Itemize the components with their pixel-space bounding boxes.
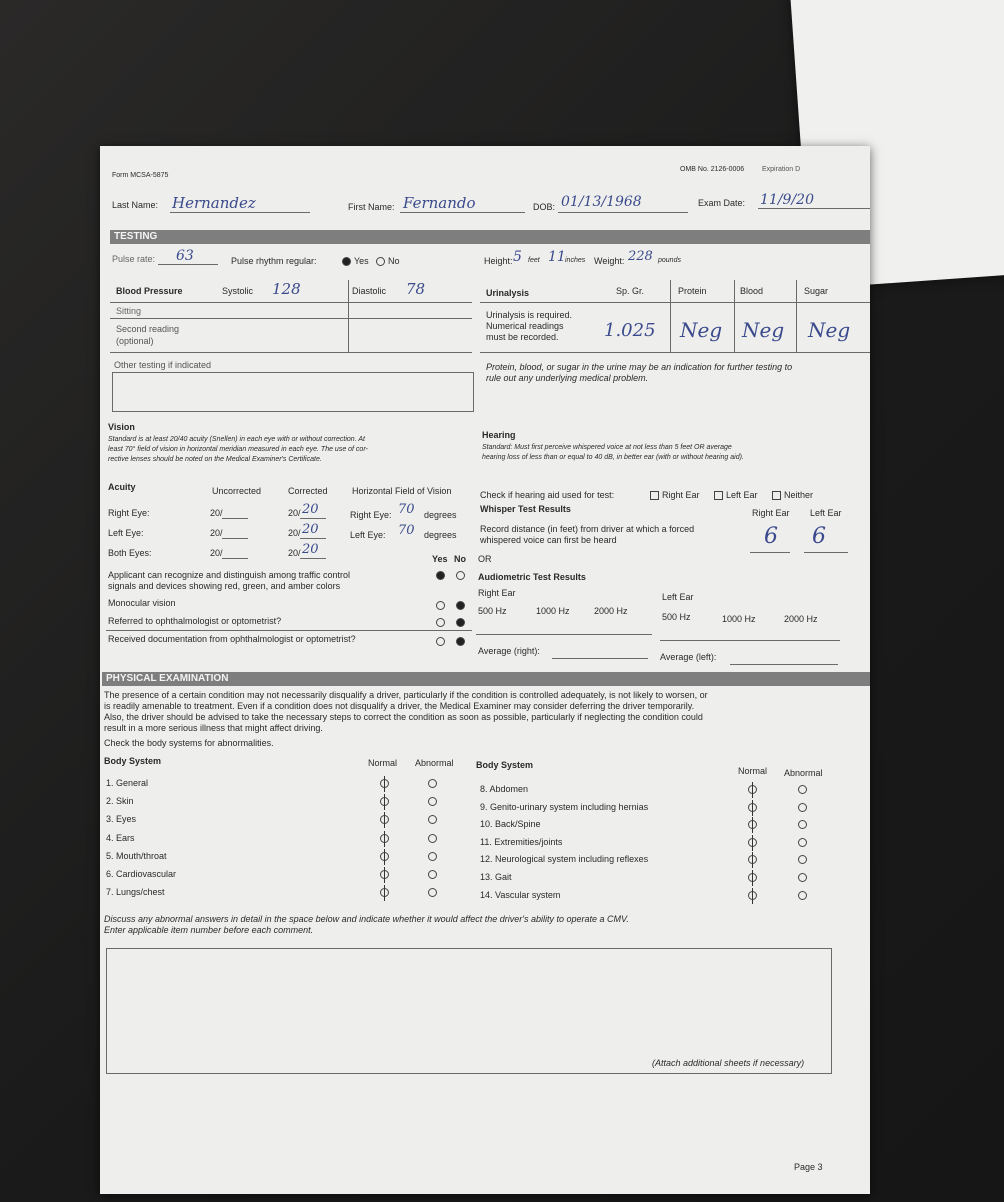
monocular-no-radio[interactable] — [456, 601, 465, 610]
medical-form-page — [100, 146, 870, 1194]
left-1000hz-label: 1000 Hz — [722, 614, 756, 624]
received-no-radio[interactable] — [456, 637, 465, 646]
left-normal-radio[interactable] — [380, 888, 389, 897]
other-testing-box[interactable] — [112, 372, 474, 412]
traffic-no-radio[interactable] — [456, 571, 465, 580]
dob-label: DOB: — [533, 202, 556, 212]
pulse-rate-field[interactable]: 63 — [176, 248, 194, 264]
left-fov-field[interactable]: 70 — [398, 523, 415, 538]
attach-note: (Attach additional sheets if necessary) — [652, 1058, 805, 1068]
referred-yes-radio[interactable] — [436, 618, 445, 627]
right-degrees-label: degrees — [424, 510, 457, 520]
sugar-label: Sugar — [804, 286, 829, 296]
urine-note-2: rule out any underlying medical problem. — [486, 373, 649, 383]
whisper-right-field[interactable]: 6 — [764, 524, 778, 549]
left-body-system-label: 7. Lungs/chest — [106, 887, 165, 898]
right-normal-radio[interactable] — [748, 803, 757, 812]
physical-intro-3: Also, the driver should be advised to take the necessary steps to correct the condition as soon as possible, particularly if neglecting the condition could — [104, 712, 703, 722]
hearing-aid-left-label: Left Ear — [726, 490, 758, 500]
right-eye-fov-label: Right Eye: — [350, 510, 392, 520]
right-abnormal-radio[interactable] — [798, 838, 807, 847]
both-uncorrected-prefix: 20/ — [210, 548, 223, 558]
physical-intro-1: The presence of a certain condition may not necessarily disqualify a driver, particularly if the condition is controlled adequately, is not likely to worsen, or — [104, 690, 708, 700]
normal-header-right: Normal — [738, 766, 768, 776]
pulse-no-label: No — [388, 256, 400, 266]
right-abnormal-radio[interactable] — [798, 855, 807, 864]
pounds-label: pounds — [658, 257, 681, 264]
hearing-aid-right-checkbox[interactable] — [650, 491, 659, 500]
left-body-system-label: 6. Cardiovascular — [106, 869, 177, 879]
hearing-aid-left-checkbox[interactable] — [714, 491, 723, 500]
right-body-system-label: 12. Neurological system including reflexes — [480, 854, 649, 865]
acuity-label: Acuity — [108, 482, 136, 492]
pulse-yes-label: Yes — [354, 256, 369, 266]
avg-left-label: Average (left): — [660, 652, 717, 662]
sugar-field[interactable]: Neg — [808, 318, 851, 342]
right-fov-field[interactable]: 70 — [398, 502, 415, 517]
left-body-system-label: 2. Skin — [106, 796, 134, 807]
height-feet-field[interactable]: 5 — [513, 249, 522, 265]
sp-gr-label: Sp. Gr. — [616, 286, 645, 296]
right-body-system-label: 13. Gait — [480, 872, 512, 882]
vision-yes-header: Yes — [432, 554, 448, 564]
hearing-title: Hearing — [482, 430, 516, 440]
sitting-label: Sitting — [116, 306, 142, 316]
left-corrected-prefix: 20/ — [288, 528, 301, 538]
right-body-system-label: 8. Abdomen — [480, 784, 529, 794]
abnormal-header-left: Abnormal — [415, 758, 454, 768]
pulse-rhythm-yes-radio[interactable] — [342, 257, 351, 266]
left-body-system-label: 4. Ears — [106, 832, 135, 843]
right-corrected-field[interactable]: 20 — [302, 502, 319, 517]
audiometric-title: Audiometric Test Results — [478, 572, 586, 582]
urinalysis-label: Urinalysis — [486, 288, 530, 298]
other-testing-label: Other testing if indicated — [114, 360, 212, 370]
abnormal-comments-box[interactable] — [106, 948, 832, 1074]
right-abnormal-radio[interactable] — [798, 820, 807, 829]
traffic-yes-radio[interactable] — [436, 571, 445, 580]
left-degrees-label: degrees — [424, 530, 457, 540]
right-normal-radio[interactable] — [748, 838, 757, 847]
pulse-rhythm-label: Pulse rhythm regular: — [231, 256, 317, 266]
right-normal-radio[interactable] — [748, 873, 757, 882]
exam-date-label: Exam Date: — [698, 198, 746, 208]
weight-label: Weight: — [594, 256, 625, 266]
record-distance-1: Record distance (in feet) from driver at which a forced — [480, 524, 695, 534]
last-name-label: Last Name: — [112, 200, 159, 210]
left-corrected-field[interactable]: 20 — [302, 522, 319, 537]
physical-exam-header: PHYSICAL EXAMINATION — [102, 672, 870, 686]
protein-field[interactable]: Neg — [680, 318, 723, 342]
right-normal-radio[interactable] — [748, 785, 757, 794]
second-reading-label: Second reading — [116, 324, 180, 334]
traffic-signal-label-1: Applicant can recognize and distinguish among traffic control — [108, 570, 350, 580]
right-abnormal-radio[interactable] — [798, 785, 807, 794]
left-abnormal-radio[interactable] — [428, 815, 437, 824]
uncorrected-label: Uncorrected — [212, 486, 262, 496]
hearing-standard-1: Standard: Must first perceive whispered voice at not less than 5 feet OR average — [482, 444, 732, 451]
exam-date-field[interactable]: 11/9/20 — [760, 192, 814, 208]
aud-left-ear-label: Left Ear — [662, 592, 694, 602]
abnormal-header-right: Abnormal — [784, 768, 823, 778]
whisper-left-field[interactable]: 6 — [812, 524, 826, 549]
systolic-field[interactable]: 128 — [272, 280, 301, 298]
vision-no-header: No — [454, 554, 466, 564]
dob-field[interactable]: 01/13/1968 — [561, 194, 642, 210]
both-corrected-field[interactable]: 20 — [302, 542, 319, 557]
systolic-label: Systolic — [222, 286, 254, 296]
left-body-system-label: 3. Eyes — [106, 814, 137, 825]
height-inches-field[interactable]: 11 — [548, 249, 566, 265]
right-abnormal-radio[interactable] — [798, 873, 807, 882]
whisper-col-left: Left Ear — [810, 508, 842, 518]
left-normal-radio[interactable] — [380, 870, 389, 879]
right-uncorrected-prefix: 20/ — [210, 508, 223, 518]
or-label: OR — [478, 554, 492, 564]
discuss-note-2: Enter applicable item number before each comment. — [104, 925, 314, 935]
hearing-aid-right-label: Right Ear — [662, 490, 700, 500]
page-number: Page 3 — [794, 1162, 823, 1172]
referred-label: Referred to ophthalmologist or optometrist? — [108, 616, 282, 626]
urinalysis-req-2: Numerical readings — [486, 321, 564, 331]
left-normal-radio[interactable] — [380, 852, 389, 861]
left-abnormal-radio[interactable] — [428, 797, 437, 806]
body-system-header-left: Body System — [104, 756, 162, 766]
right-normal-radio[interactable] — [748, 855, 757, 864]
left-eye-label: Left Eye: — [108, 528, 144, 538]
form-id: Form MCSA-5875 — [112, 172, 169, 179]
right-corrected-prefix: 20/ — [288, 508, 301, 518]
expiration-label: Expiration D — [762, 166, 801, 173]
record-distance-2: whispered voice can first be heard — [480, 535, 617, 545]
urinalysis-req-1: Urinalysis is required. — [486, 310, 573, 320]
pulse-rhythm-no-radio[interactable] — [376, 257, 385, 266]
hearing-standard-2: hearing loss of less than or equal to 40 dB, in better ear (with or without hearing aid). — [482, 454, 744, 461]
first-name-label: First Name: — [348, 202, 395, 212]
blood-field[interactable]: Neg — [742, 318, 785, 342]
physical-intro-2: is readily amenable to treatment. Even if a condition does not disqualify a driver, the Medical Examiner may consider deferring the driver temporarily. — [104, 701, 695, 711]
body-system-header-right: Body System — [476, 760, 534, 770]
left-abnormal-radio[interactable] — [428, 870, 437, 879]
left-normal-radio[interactable] — [380, 815, 389, 824]
left-body-system-label: 5. Mouth/throat — [106, 850, 167, 861]
both-eyes-label: Both Eyes: — [108, 548, 152, 558]
corrected-label: Corrected — [288, 486, 328, 496]
hearing-aid-neither-checkbox[interactable] — [772, 491, 781, 500]
left-eye-fov-label: Left Eye: — [350, 530, 386, 540]
traffic-signal-label-2: signals and devices showing red, green, and amber colors — [108, 581, 341, 591]
right-body-system-label: 11. Extremities/joints — [480, 836, 563, 847]
bp-label: Blood Pressure — [116, 286, 183, 296]
received-yes-radio[interactable] — [436, 637, 445, 646]
referred-no-radio[interactable] — [456, 618, 465, 627]
received-label: Received documentation from ophthalmologist or optometrist? — [108, 634, 356, 644]
feet-label: feet — [528, 257, 540, 264]
right-abnormal-radio[interactable] — [798, 891, 807, 900]
left-normal-radio[interactable] — [380, 779, 389, 788]
check-body-label: Check the body systems for abnormalities. — [104, 738, 274, 748]
right-1000hz-label: 1000 Hz — [536, 606, 570, 616]
blood-label: Blood — [740, 286, 764, 296]
inches-label: inches — [565, 257, 586, 264]
right-normal-radio[interactable] — [748, 820, 757, 829]
diastolic-label: Diastolic — [352, 286, 387, 296]
left-abnormal-radio[interactable] — [428, 834, 437, 843]
vision-standard-3: rective lenses should be noted on the Medical Examiner's Certificate. — [108, 456, 322, 463]
discuss-note-1: Discuss any abnormal answers in detail in the space below and indicate whether it would affect the driver's ability to operate a CMV. — [104, 914, 629, 924]
both-corrected-prefix: 20/ — [288, 548, 301, 558]
urinalysis-req-3: must be recorded. — [486, 332, 559, 342]
left-abnormal-radio[interactable] — [428, 779, 437, 788]
diastolic-field[interactable]: 78 — [406, 280, 426, 298]
right-body-system-label: 9. Genito-urinary system including hernias — [480, 801, 649, 812]
avg-right-label: Average (right): — [478, 646, 540, 656]
left-uncorrected-prefix: 20/ — [210, 528, 223, 538]
last-name-field[interactable]: Hernandez — [172, 194, 256, 212]
right-500hz-label: 500 Hz — [478, 606, 507, 616]
hearing-aid-neither-label: Neither — [784, 490, 814, 500]
testing-section-header: TESTING — [110, 230, 870, 244]
left-normal-radio[interactable] — [380, 797, 389, 806]
whisper-title: Whisper Test Results — [480, 504, 571, 514]
right-eye-label: Right Eye: — [108, 508, 150, 518]
physical-intro-4: result in a more serious illness that might affect driving. — [104, 723, 323, 733]
vision-standard-1: Standard is at least 20/40 acuity (Snellen) in each eye with or without correction. At — [108, 436, 365, 443]
whisper-col-right: Right Ear — [752, 508, 790, 518]
first-name-field[interactable]: Fernando — [403, 194, 476, 212]
monocular-label: Monocular vision — [108, 598, 176, 608]
protein-label: Protein — [678, 286, 707, 296]
urine-note-1: Protein, blood, or sugar in the urine may be an indication for further testing to — [486, 362, 793, 372]
right-body-system-label: 10. Back/Spine — [480, 819, 541, 830]
right-abnormal-radio[interactable] — [798, 803, 807, 812]
aud-right-ear-label: Right Ear — [478, 588, 516, 598]
right-body-system-label: 14. Vascular system — [480, 889, 561, 900]
right-2000hz-label: 2000 Hz — [594, 606, 628, 616]
left-abnormal-radio[interactable] — [428, 888, 437, 897]
hearing-aid-label: Check if hearing aid used for test: — [480, 490, 615, 500]
monocular-yes-radio[interactable] — [436, 601, 445, 610]
left-abnormal-radio[interactable] — [428, 852, 437, 861]
omb-number: OMB No. 2126-0006 — [680, 166, 745, 173]
left-normal-radio[interactable] — [380, 834, 389, 843]
right-normal-radio[interactable] — [748, 891, 757, 900]
pulse-rate-label: Pulse rate: — [112, 254, 156, 264]
left-2000hz-label: 2000 Hz — [784, 614, 818, 624]
hfov-label: Horizontal Field of Vision — [352, 486, 452, 496]
height-label: Height: — [484, 256, 513, 266]
weight-field[interactable]: 228 — [628, 249, 653, 264]
optional-label: (optional) — [116, 336, 154, 346]
vision-standard-2: least 70° field of vision in horizontal meridian measured in each eye. The use of cor- — [108, 446, 368, 453]
left-500hz-label: 500 Hz — [662, 612, 691, 622]
normal-header-left: Normal — [368, 758, 398, 768]
sp-gr-field[interactable]: 1.025 — [604, 320, 656, 341]
vision-title: Vision — [108, 422, 135, 432]
left-body-system-label: 1. General — [106, 778, 149, 788]
